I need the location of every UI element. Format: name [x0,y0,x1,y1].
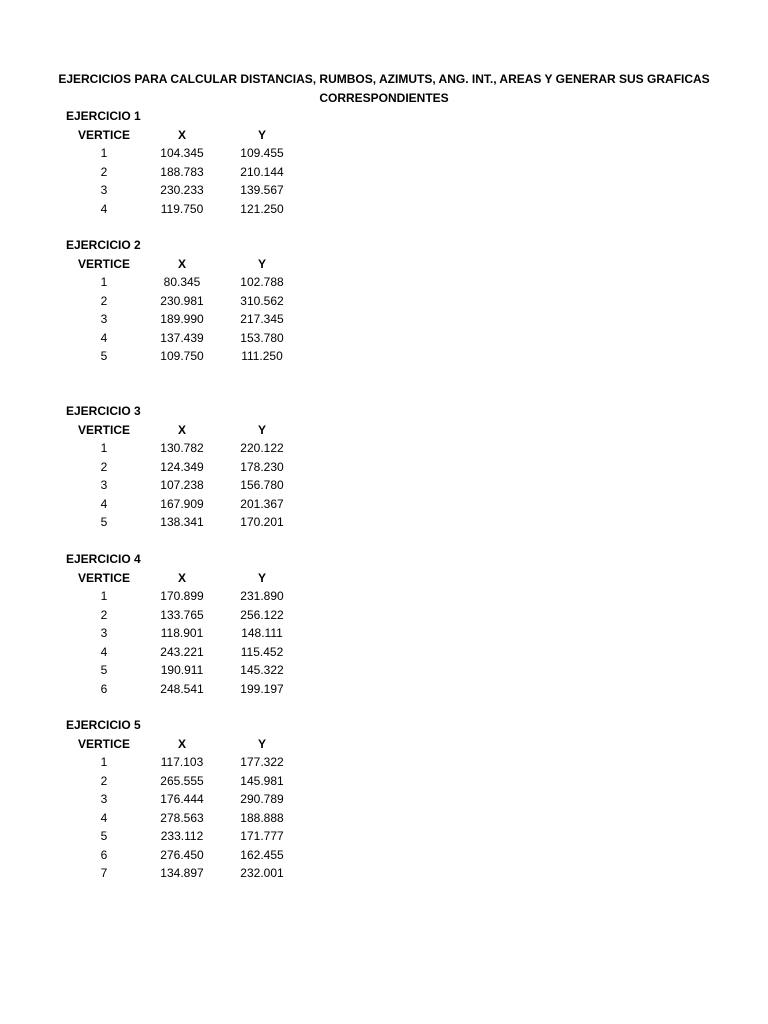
y-cell: 188.888 [240,810,284,825]
vertex-cell: 6 [100,681,108,696]
x-cell: 265.555 [160,773,204,788]
y-cell: 102.788 [240,275,284,289]
vertex-cell: 4 [100,201,108,216]
x-cell: 80.345 [163,275,201,289]
x-cell: 278.563 [160,810,204,825]
y-cell: 210.144 [240,164,284,179]
x-cell: 124.349 [160,459,204,474]
vertex-cell: 3 [100,183,108,197]
exercise-title: EJERCICIO 2 [66,238,141,252]
table-row [66,864,302,883]
vertex-cell: 3 [100,478,108,492]
vertex-cell: 5 [100,663,108,677]
y-cell: 232.001 [240,866,284,880]
table-header-row [66,569,302,588]
vertex-cell: 1 [100,755,108,769]
table-row [66,310,302,329]
vertex-cell: 3 [100,792,108,806]
x-column-header: X [177,256,186,271]
table-row [66,458,302,477]
y-cell: 145.981 [240,773,284,788]
table-row [66,790,302,809]
page-title-line-1: EJERCICIOS PARA CALCULAR DISTANCIAS, RUMBOS, AZIMUTS, ANG. INT., AREAS Y GENERAR SUS GRAFICAS [58,72,710,86]
table-row [66,439,302,458]
table-header-row [66,126,302,145]
vertex-cell: 2 [100,293,108,308]
vertex-column-header: VERTICE [77,736,130,751]
y-cell: 156.780 [240,478,284,492]
table-header-row [66,255,302,274]
table-row [66,606,302,625]
table-row [66,200,302,219]
y-cell: 231.890 [240,589,284,603]
vertex-cell: 2 [100,164,108,179]
x-column-header: X [177,570,186,585]
x-cell: 107.238 [160,478,204,492]
coordinates-table [66,126,302,219]
x-cell: 276.450 [160,847,204,862]
page-title [0,70,768,108]
y-cell: 201.367 [240,496,284,511]
x-cell: 188.783 [160,164,204,179]
x-cell: 233.112 [160,829,204,843]
y-cell: 162.455 [240,847,284,862]
y-cell: 145.322 [240,663,284,677]
y-cell: 171.777 [240,829,284,843]
x-cell: 130.782 [160,441,204,455]
y-column-header: Y [257,570,266,585]
vertex-cell: 3 [100,626,108,640]
vertex-cell: 4 [100,496,108,511]
vertex-column-header: VERTICE [77,256,130,271]
exercise-title: EJERCICIO 4 [66,552,141,566]
table-row [66,624,302,643]
vertex-cell: 4 [100,644,108,659]
vertex-cell: 4 [100,810,108,825]
x-column-header: X [177,736,186,751]
vertex-cell: 2 [100,773,108,788]
y-cell: 199.197 [240,681,284,696]
table-row [66,181,302,200]
y-cell: 256.122 [240,607,284,622]
table-header-row [66,421,302,440]
y-cell: 121.250 [240,201,284,216]
table-row [66,163,302,182]
x-column-header: X [177,127,186,142]
y-cell: 148.111 [241,626,283,640]
y-cell: 153.780 [240,330,284,345]
x-cell: 248.541 [160,681,204,696]
coordinates-table [66,735,302,883]
table-row [66,827,302,846]
exercise-title: EJERCICIO 3 [66,404,141,418]
y-cell: 139.567 [240,183,284,197]
vertex-cell: 1 [100,275,108,289]
vertex-cell: 2 [100,607,108,622]
y-column-header: Y [257,736,266,751]
vertex-cell: 1 [100,589,108,603]
table-row [66,476,302,495]
y-cell: 290.789 [240,792,284,806]
table-row [66,846,302,865]
page-title-line-2: CORRESPONDIENTES [319,91,449,105]
x-cell: 190.911 [160,663,204,677]
x-cell: 137.439 [160,330,204,345]
table-row [66,292,302,311]
vertex-cell: 5 [100,349,108,363]
x-cell: 230.981 [160,293,204,308]
coordinates-table [66,421,302,532]
y-cell: 111.250 [241,349,283,363]
exercise-title: EJERCICIO 1 [66,109,141,123]
y-cell: 217.345 [240,312,284,326]
y-cell: 177.322 [240,755,284,769]
y-column-header: Y [257,127,266,142]
table-row [66,495,302,514]
x-cell: 189.990 [160,312,204,326]
x-cell: 118.901 [160,626,204,640]
coordinates-table [66,569,302,699]
vertex-column-header: VERTICE [77,127,130,142]
table-row [66,772,302,791]
vertex-column-header: VERTICE [77,570,130,585]
vertex-cell: 7 [100,866,108,880]
x-cell: 230.233 [160,183,204,197]
vertex-column-header: VERTICE [77,422,130,437]
x-cell: 176.444 [160,792,204,806]
table-row [66,587,302,606]
vertex-cell: 5 [100,829,108,843]
vertex-cell: 4 [100,330,108,345]
x-column-header: X [177,422,186,437]
vertex-cell: 6 [100,847,108,862]
vertex-cell: 1 [100,441,108,455]
table-row [66,661,302,680]
vertex-cell: 3 [100,312,108,326]
x-cell: 243.221 [160,644,204,659]
y-cell: 178.230 [240,459,284,474]
table-row [66,680,302,699]
y-cell: 115.452 [240,644,284,659]
y-column-header: Y [257,422,266,437]
x-cell: 117.103 [160,755,204,769]
table-header-row [66,735,302,754]
x-cell: 167.909 [160,496,204,511]
table-row [66,329,302,348]
y-cell: 220.122 [240,441,284,455]
x-cell: 134.897 [160,866,204,880]
table-row [66,273,302,292]
vertex-cell: 5 [100,515,108,529]
vertex-cell: 2 [100,459,108,474]
x-cell: 104.345 [160,146,204,160]
x-cell: 170.899 [160,589,204,603]
table-row [66,144,302,163]
vertex-cell: 1 [100,146,108,160]
y-column-header: Y [257,256,266,271]
x-cell: 109.750 [160,349,204,363]
exercise-title: EJERCICIO 5 [66,718,141,732]
x-cell: 138.341 [160,515,204,529]
y-cell: 310.562 [240,293,284,308]
table-row [66,347,302,366]
table-row [66,643,302,662]
table-row [66,809,302,828]
table-row [66,513,302,532]
table-row [66,753,302,772]
x-cell: 119.750 [160,201,204,216]
x-cell: 133.765 [160,607,204,622]
coordinates-table [66,255,302,366]
y-cell: 109.455 [240,146,284,160]
y-cell: 170.201 [240,515,284,529]
